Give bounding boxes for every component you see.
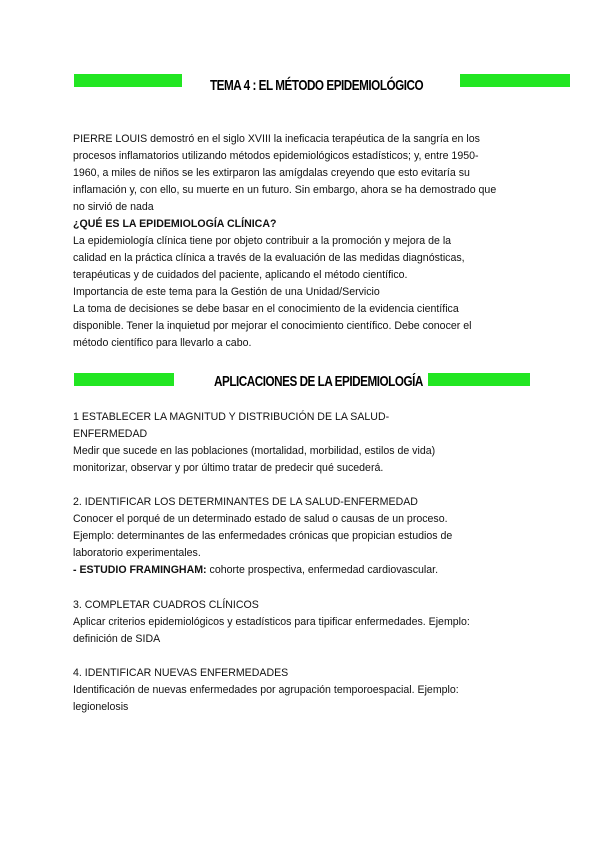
definition-line: terapéuticas y de cuidados del paciente, aplicando el método científico. [73, 269, 408, 281]
study-line [73, 562, 513, 579]
section-body-line: legionelosis [73, 701, 129, 713]
accent-bar-right [460, 74, 570, 87]
section-heading: ENFERMEDAD [73, 428, 148, 440]
section-4 [73, 665, 513, 716]
section-body-line: definición de SIDA [73, 633, 161, 645]
importance-line: La toma de decisiones se debe basar en el conocimiento de la evidencia científica [73, 303, 459, 315]
intro-paragraph [73, 131, 513, 352]
section-body-line: Conocer el porqué de un determinado estado de salud o causas de un proceso. [73, 513, 448, 525]
section-1 [73, 409, 513, 477]
section-heading: 2. IDENTIFICAR LOS DETERMINANTES DE LA SALUD-ENFERMEDAD [73, 496, 418, 508]
section-2 [73, 494, 513, 579]
study-label: - ESTUDIO FRAMINGHAM: [73, 564, 207, 576]
accent-bar-right-2 [428, 373, 530, 386]
page-title: TEMA 4 : EL MÉTODO EPIDEMIOLÓGICO [210, 77, 424, 94]
section-heading: 4. IDENTIFICAR NUEVAS ENFERMEDADES [73, 667, 289, 679]
section-body-line: Identificación de nuevas enfermedades por agrupación temporoespacial. Ejemplo: [73, 684, 459, 696]
importance-line: disponible. Tener la inquietud por mejorar el conocimiento científico. Debe conocer el [73, 320, 472, 332]
section-body-line: Aplicar criterios epidemiológicos y estadísticos para tipificar enfermedades. Ejemplo: [73, 616, 470, 628]
accent-bar-left-2 [74, 373, 174, 386]
intro-line: PIERRE LOUIS demostró en el siglo XVIII la ineficacia terapéutica de la sangría en los [73, 133, 480, 145]
study-text: cohorte prospectiva, enfermedad cardiovascular. [206, 564, 439, 576]
definition-line: calidad en la práctica clínica a través de la evaluación de las medidas diagnósticas, [73, 252, 465, 264]
section-heading: 1 ESTABLECER LA MAGNITUD Y DISTRIBUCIÓN DE LA SALUD- [73, 411, 390, 423]
applications-title: APLICACIONES DE LA EPIDEMIOLOGÍA [214, 373, 423, 390]
section-body-line: Ejemplo: determinantes de las enfermedades crónicas que propician estudios de [73, 530, 453, 542]
definition-line: La epidemiología clínica tiene por objeto contribuir a la promoción y mejora de la [73, 235, 452, 247]
question-heading: ¿QUÉ ES LA EPIDEMIOLOGÍA CLÍNICA? [73, 218, 277, 230]
intro-line: inflamación y, con ello, su muerte en un futuro. Sin embargo, ahora se ha demostrado que [73, 184, 497, 196]
section-body-line: monitorizar, observar y por último tratar de predecir qué sucederá. [73, 462, 384, 474]
intro-line: 1960, a miles de niños se les extirparon las amígdalas creyendo que esto evitaría su [73, 167, 470, 179]
importance-line: método científico para llevarlo a cabo. [73, 337, 252, 349]
section-3 [73, 597, 513, 648]
accent-bar-left [74, 74, 182, 87]
intro-line: no sirvió de nada [73, 201, 154, 213]
intro-line: procesos inflamatorios utilizando métodos epidemiológicos estadísticos; y, entre 1950- [73, 150, 479, 162]
importance-title: Importancia de este tema para la Gestión de una Unidad/Servicio [73, 286, 380, 298]
section-body-line: Medir que sucede en las poblaciones (mortalidad, morbilidad, estilos de vida) [73, 445, 436, 457]
section-heading: 3. COMPLETAR CUADROS CLÍNICOS [73, 599, 259, 611]
section-body-line: laboratorio experimentales. [73, 547, 201, 559]
